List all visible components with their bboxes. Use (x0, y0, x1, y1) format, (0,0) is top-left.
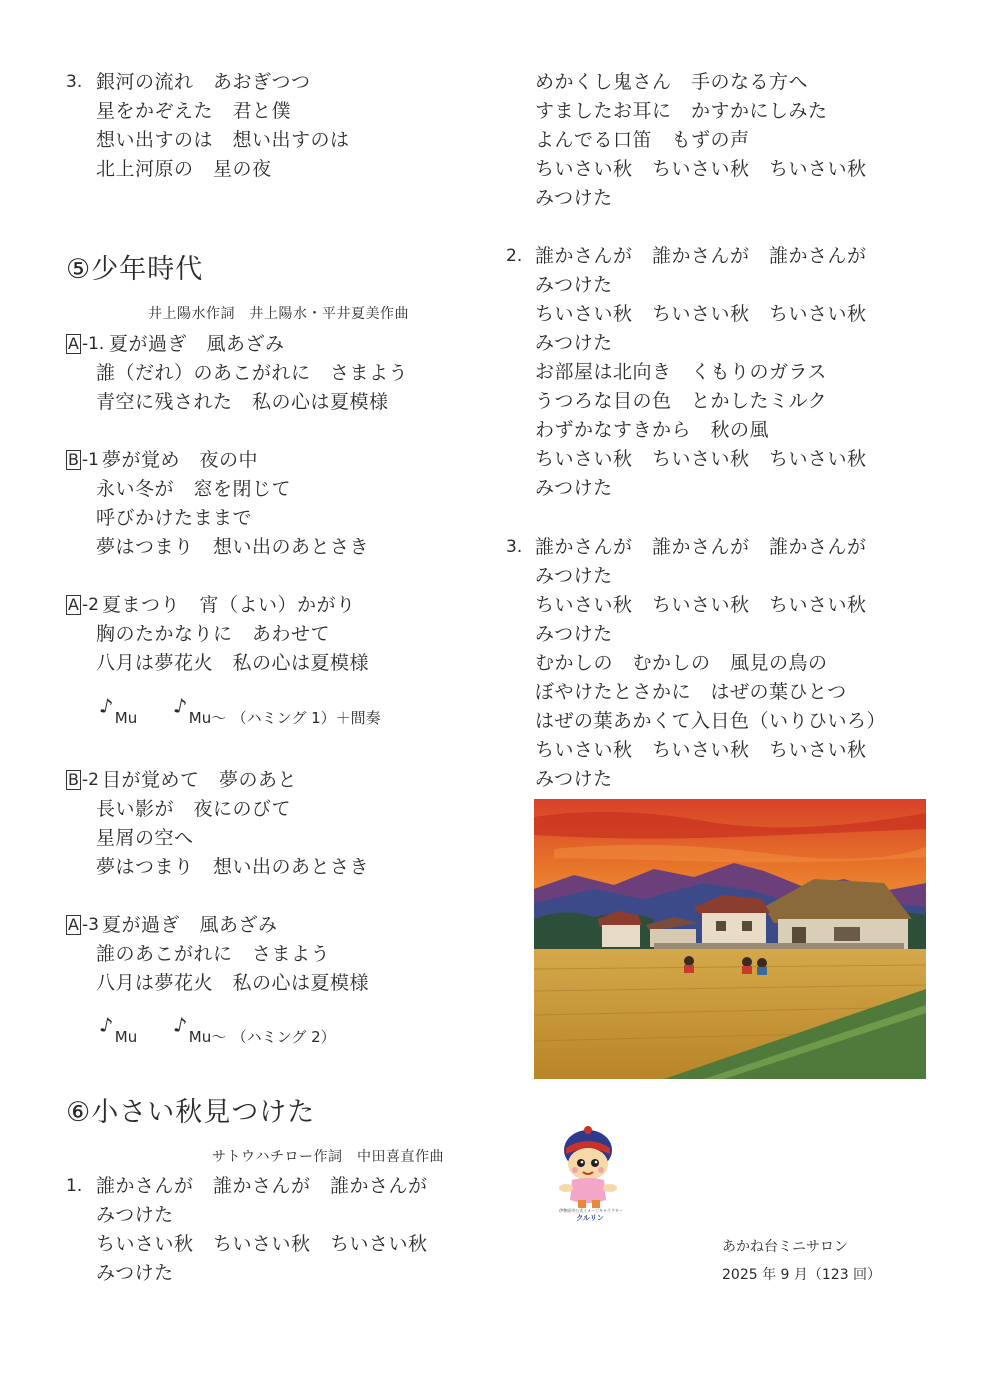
lyric-line: 長い影が 夜にのびて (96, 798, 292, 820)
lyric-line: ちいさい秋 ちいさい秋 ちいさい秋 (535, 739, 867, 761)
section-label (66, 912, 99, 938)
section-box: A (68, 334, 79, 353)
lyric-line: 永い冬が 窓を閉じて (96, 478, 292, 500)
section-number: -2 (81, 770, 99, 790)
humming-text: （ハミング 1）＋間奏 (231, 709, 381, 727)
verse-number: 2. (506, 246, 523, 266)
lyric-line: 誰かさんが 誰かさんが 誰かさんが (535, 536, 867, 558)
lyric-line: 星屑の空へ (96, 827, 194, 849)
section-number: -1. (81, 334, 105, 354)
humming-row (97, 1011, 336, 1047)
lyric-line: 胸のたかなりに あわせて (96, 623, 331, 645)
lyric-line: 夢が覚め 夜の中 (102, 449, 259, 471)
song-title: ⑤少年時代 (66, 254, 204, 285)
lyric-line: ちいさい秋 ちいさい秋 ちいさい秋 (535, 158, 867, 180)
humming-row (97, 692, 381, 728)
section-box: A (68, 915, 79, 934)
section-number: -1 (81, 450, 99, 470)
lyric-line: うつろな目の色 とかしたミルク (535, 390, 828, 412)
lyric-line: 青空に残された 私の心は夏模様 (96, 391, 389, 413)
lyric-line: むかしの むかしの 風見の鳥の (535, 652, 828, 674)
lyric-line: 誰（だれ）のあこがれに さまよう (96, 362, 409, 384)
lyric-line: みつけた (535, 274, 613, 296)
lyric-line: 夢はつまり 想い出のあとさき (96, 536, 370, 558)
lyric-line: 夏まつり 宵（よい）かがり (102, 594, 356, 616)
section-box: B (68, 450, 79, 469)
lyric-line: 夏が過ぎ 風あざみ (109, 333, 285, 355)
lyric-line: 八月は夢花火 私の心は夏模様 (96, 972, 370, 994)
eighth-note-icon: ♪ (171, 692, 190, 720)
lyric-line: みつけた (535, 565, 613, 587)
verse-number: 1. (66, 1176, 83, 1196)
lyric-line: 北上河原の 星の夜 (96, 158, 272, 180)
lyric-line: 夏が過ぎ 風あざみ (102, 914, 278, 936)
section-number: -2 (81, 595, 99, 615)
lyric-line: みつけた (535, 623, 613, 645)
section-box: A (68, 595, 79, 614)
lyric-line: 銀河の流れ あおぎつつ (96, 71, 311, 93)
salon-name: あかね台ミニサロン (722, 1239, 848, 1255)
eighth-note-icon: ♪ (171, 1011, 190, 1039)
song-credit: 井上陽水作詞 井上陽水・平井夏美作曲 (148, 306, 409, 322)
mascot-kururin (552, 1126, 628, 1222)
lyric-line: わずかなすきから 秋の風 (535, 419, 770, 441)
section-label (66, 331, 104, 357)
lyric-line: みつけた (535, 768, 613, 790)
lyric-line: ちいさい秋 ちいさい秋 ちいさい秋 (535, 448, 867, 470)
lyric-line: お部屋は北向き くもりのガラス (535, 361, 827, 383)
mu-text: Mu (114, 1028, 138, 1046)
lyric-line: ちいさい秋 ちいさい秋 ちいさい秋 (535, 303, 867, 325)
lyric-line: ちいさい秋 ちいさい秋 ちいさい秋 (96, 1233, 428, 1255)
section-box: B (68, 770, 79, 789)
lyric-line: すましたお耳に かすかにしみた (535, 100, 828, 122)
humming-text: （ハミング 2） (231, 1028, 336, 1046)
lyric-line: 想い出すのは 想い出すのは (96, 129, 350, 151)
song-credit: サトウハチロー作詞 中田喜直作曲 (212, 1149, 444, 1165)
sunset-village-painting (534, 799, 926, 1079)
verse-number: 3. (506, 537, 523, 557)
mu-text: Mu～ (188, 709, 227, 727)
lyric-line: みつけた (535, 477, 613, 499)
song-title: ⑥小さい秋見つけた (66, 1097, 316, 1128)
lyric-line: 八月は夢花火 私の心は夏模様 (96, 652, 370, 674)
lyric-line: みつけた (96, 1204, 174, 1226)
lyric-line: ちいさい秋 ちいさい秋 ちいさい秋 (535, 594, 867, 616)
eighth-note-icon: ♪ (97, 1011, 116, 1039)
lyric-line: 誰のあこがれに さまよう (96, 943, 331, 965)
mascot-caption: 伊勢原市公式イメージキャラクター (559, 1208, 623, 1213)
mu-text: Mu (114, 709, 138, 727)
mu-text: Mu～ (188, 1028, 227, 1046)
mascot-name: クルリン (576, 1214, 604, 1222)
lyric-line: みつけた (535, 187, 613, 209)
lyric-line: はぜの葉あかくて入日色（いりひいろ） (535, 710, 887, 732)
mascot-icon (552, 1126, 628, 1210)
issue-date: 2025 年 9 月（123 回） (722, 1267, 882, 1283)
lyric-line: ぼやけたとさかに はぜの葉ひとつ (535, 681, 847, 703)
countryside-illustration (534, 799, 926, 1079)
lyric-line: 夢はつまり 想い出のあとさき (96, 856, 370, 878)
section-number: -3 (81, 915, 99, 935)
lyric-line: 呼びかけたままで (96, 507, 253, 529)
section-label (66, 767, 99, 793)
lyric-line: 誰かさんが 誰かさんが 誰かさんが (96, 1175, 428, 1197)
lyric-line: みつけた (96, 1262, 174, 1284)
lyric-line: 星をかぞえた 君と僕 (96, 100, 292, 122)
section-label (66, 592, 99, 618)
section-label (66, 447, 99, 473)
verse-number: 3. (66, 72, 83, 92)
lyric-line: よんでる口笛 もずの声 (535, 129, 750, 151)
lyric-line: 目が覚めて 夢のあと (102, 769, 298, 791)
lyric-line: 誰かさんが 誰かさんが 誰かさんが (535, 245, 867, 267)
eighth-note-icon: ♪ (97, 692, 116, 720)
lyric-line: めかくし鬼さん 手のなる方へ (535, 71, 809, 93)
lyric-line: みつけた (535, 332, 613, 354)
